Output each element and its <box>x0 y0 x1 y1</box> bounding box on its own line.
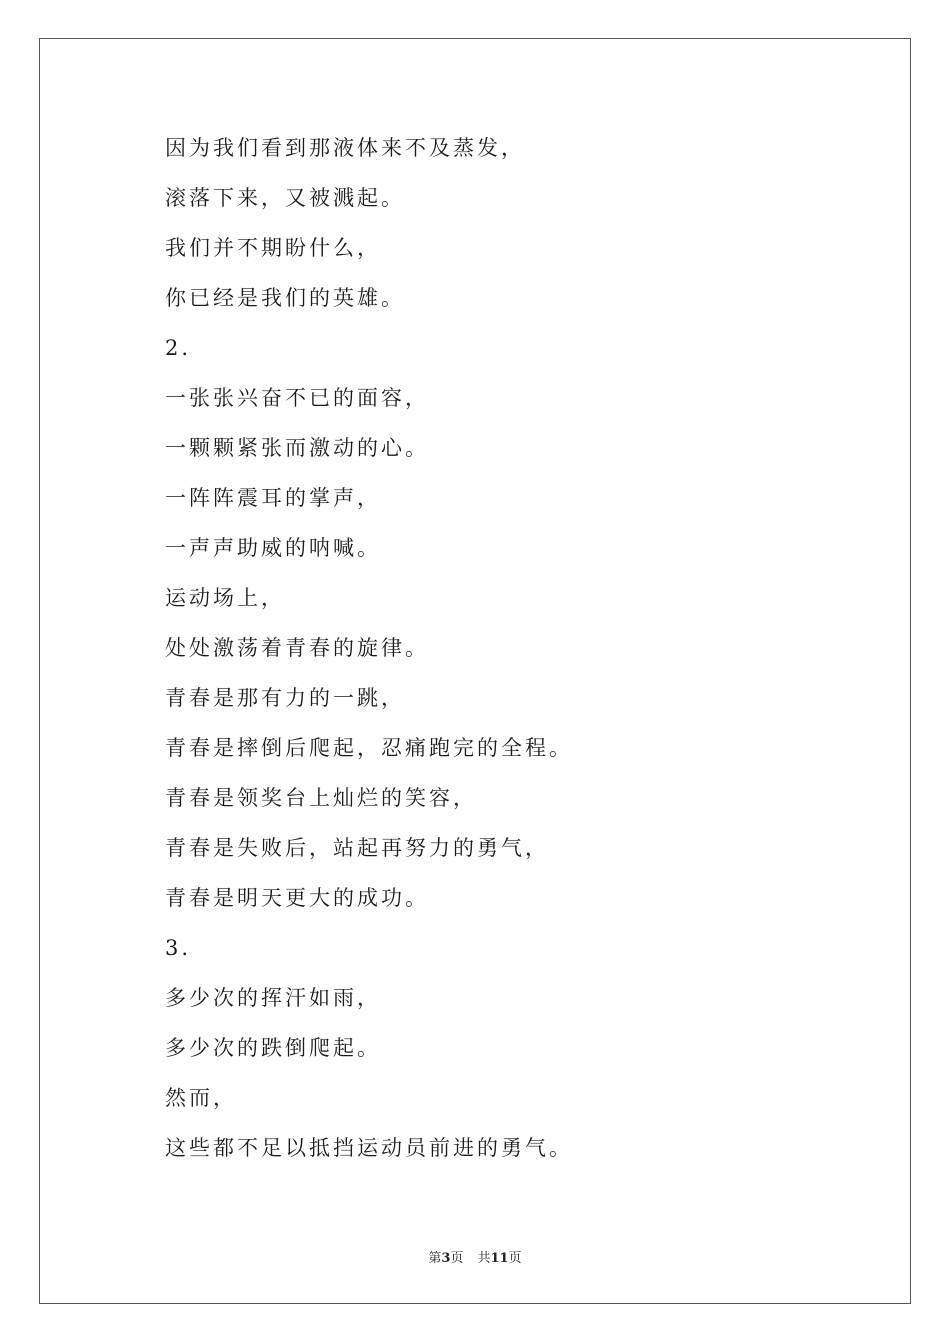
text-line: 滚落下来，又被溅起。 <box>165 186 405 210</box>
total-pages: 11 <box>490 1251 509 1266</box>
page-suffix: 页 <box>450 1251 464 1266</box>
text-line: 我们并不期盼什么， <box>165 236 381 260</box>
text-line: 这些都不足以抵挡运动员前进的勇气。 <box>165 1136 573 1160</box>
poem-body <box>165 130 573 1180</box>
text-line: 然而， <box>165 1086 237 1110</box>
text-line: 一阵阵震耳的掌声， <box>165 486 381 510</box>
text-line: 一颗颗紧张而激动的心。 <box>165 436 429 460</box>
text-line: 青春是失败后，站起再努力的勇气， <box>165 836 549 860</box>
text-line: 多少次的挥汗如雨， <box>165 986 381 1010</box>
section-number: 3. <box>165 936 192 960</box>
page-prefix: 第 <box>428 1251 442 1266</box>
total-prefix: 共 <box>477 1251 491 1266</box>
text-line: 多少次的跌倒爬起。 <box>165 1036 381 1060</box>
section-number: 2. <box>165 336 192 360</box>
page-number: 3 <box>441 1251 451 1266</box>
text-line: 因为我们看到那液体来不及蒸发， <box>165 136 525 160</box>
text-line: 青春是摔倒后爬起，忍痛跑完的全程。 <box>165 736 573 760</box>
total-suffix: 页 <box>508 1251 522 1266</box>
text-line: 处处激荡着青春的旋律。 <box>165 636 429 660</box>
text-line: 你已经是我们的英雄。 <box>165 286 405 310</box>
text-line: 运动场上， <box>165 586 285 610</box>
text-line: 一声声助威的呐喊。 <box>165 536 381 560</box>
text-line: 一张张兴奋不已的面容， <box>165 386 429 410</box>
text-line: 青春是那有力的一跳， <box>165 686 405 710</box>
text-line: 青春是领奖台上灿烂的笑容， <box>165 786 477 810</box>
text-line: 青春是明天更大的成功。 <box>165 886 429 910</box>
page-footer <box>0 1247 950 1266</box>
